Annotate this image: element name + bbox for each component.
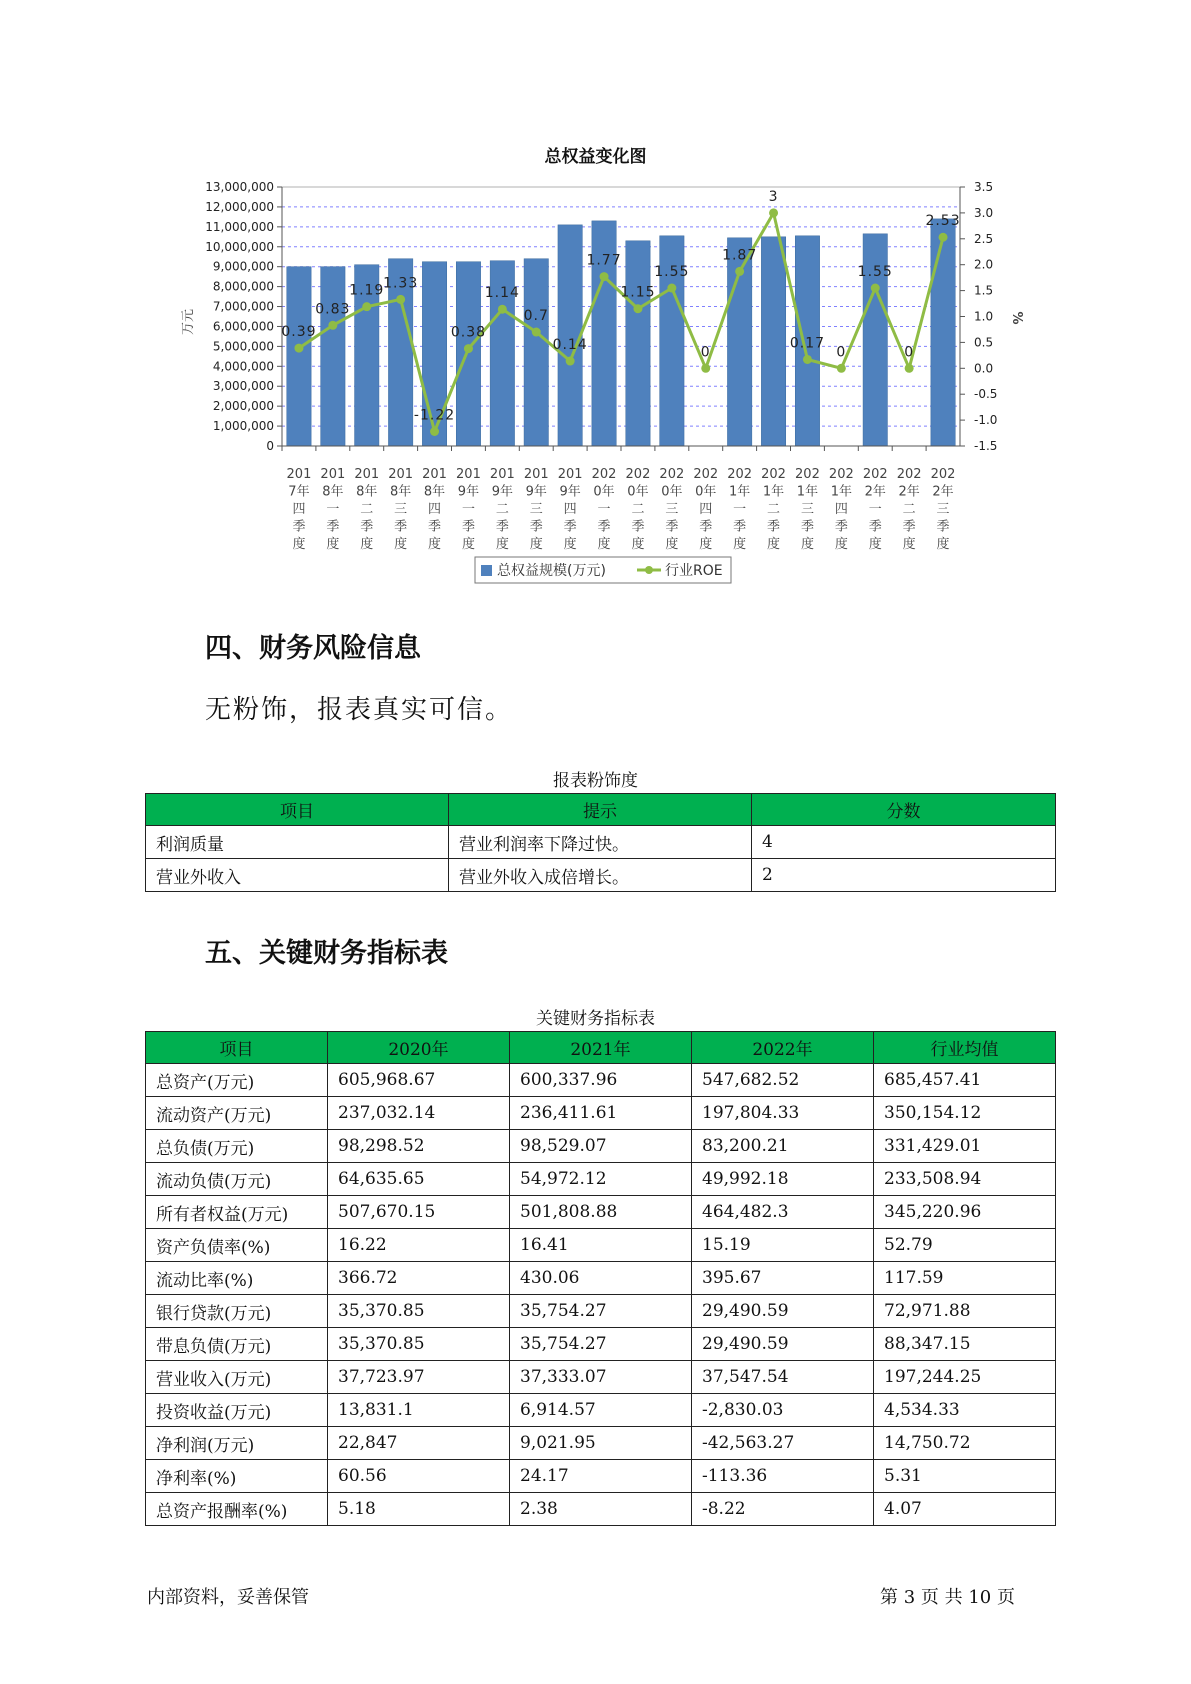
category-label: 8年 [390,484,412,500]
table-row [146,1328,1056,1361]
header-cell: 2020年 [328,1032,510,1064]
category-label: 度 [292,537,306,552]
roe-data-label: 1.55 [857,264,893,281]
header-cell: 分数 [752,794,1056,826]
table-cell: 98,298.52 [328,1130,510,1163]
table-cell: 6,914.57 [510,1394,692,1427]
roe-data-label: 0 [836,344,847,361]
roe-point [464,344,473,353]
table-cell: 37,333.07 [510,1361,692,1394]
left-tick-label: 2,000,000 [212,399,274,414]
category-label: 季 [461,519,475,535]
category-label: 季 [699,519,713,535]
category-label: 201 [286,467,312,482]
roe-data-label: 0.7 [523,308,549,325]
table-cell: 35,370.85 [328,1295,510,1328]
table-row [146,1394,1056,1427]
header-cell: 提示 [449,794,752,826]
table-row [146,1493,1056,1526]
roe-point [803,355,812,364]
table-row [146,1460,1056,1493]
table-cell: 14,750.72 [874,1427,1056,1460]
category-label: 1年 [830,484,852,500]
roe-data-label: 0.39 [281,324,317,341]
table-cell: 流动比率(%) [146,1262,328,1295]
key-financial-table [145,1031,1056,1526]
table-cell: 净利润(万元) [146,1427,328,1460]
table-cell: 366.72 [328,1262,510,1295]
table-row [146,1295,1056,1328]
category-label: 季 [767,519,781,535]
roe-point [396,295,405,304]
category-label: 8年 [423,484,446,500]
table-cell: 16.41 [510,1229,692,1262]
category-label: 度 [394,537,408,552]
category-label: 202 [896,467,922,482]
roe-data-label: 0.14 [552,337,588,354]
category-label: 202 [930,467,956,482]
table-cell: 营业收入(万元) [146,1361,328,1394]
category-label: 度 [495,537,509,552]
table-cell: 2.38 [510,1493,692,1526]
category-label: 度 [902,537,916,552]
table-cell: 22,847 [328,1427,510,1460]
roe-data-label: 2.53 [925,213,961,230]
table2-caption: 关键财务指标表 [536,1009,655,1029]
roe-data-label: 0.83 [315,301,351,318]
right-tick-label: 0.5 [974,335,994,350]
table-cell: 营业利润率下降过快。 [449,826,752,859]
category-label: 季 [292,519,306,535]
category-label: 201 [320,467,346,482]
bar [524,259,548,446]
category-label: 度 [461,537,475,552]
table-row [146,1163,1056,1196]
table-cell: 资产负债率(%) [146,1229,328,1262]
header-cell: 项目 [146,1032,328,1064]
bar [287,267,311,446]
table-cell: 54,972.12 [510,1163,692,1196]
table-cell: 236,411.61 [510,1097,692,1130]
left-tick-label: 0 [266,439,274,453]
category-label: 度 [597,537,611,552]
category-label: 度 [800,537,814,552]
roe-data-label: 1.19 [349,282,385,299]
roe-point [871,284,880,293]
legend-bar-label: 总权益规模(万元) [497,563,606,579]
chart-gridlines [282,187,960,426]
category-label: 度 [834,537,848,552]
category-label: 一 [733,502,747,517]
right-tick-label: -0.5 [974,387,998,402]
table-row [146,1097,1056,1130]
table-cell: 总资产(万元) [146,1064,328,1097]
category-label: 1年 [729,484,751,500]
table-cell: 345,220.96 [874,1196,1056,1229]
roe-data-label: 0 [700,344,711,361]
table-cell: 2 [752,859,1056,892]
legend-line-label: 行业ROE [665,563,723,579]
table-cell: 237,032.14 [328,1097,510,1130]
left-tick-label: 11,000,000 [205,219,274,234]
right-tick-label: 2.0 [974,257,994,272]
roe-data-label: 1.33 [383,275,419,292]
category-label: 季 [631,519,645,535]
category-label: 9年 [525,484,547,500]
roe-point [498,305,507,314]
table-cell: 29,490.59 [692,1295,874,1328]
left-tick-label: 3,000,000 [212,379,274,394]
category-label: 季 [597,519,611,535]
category-label: 三 [394,502,408,517]
category-label: 202 [727,467,753,482]
category-label: 0年 [695,484,717,500]
table-cell: 331,429.01 [874,1130,1056,1163]
category-label: 202 [659,467,685,482]
table-cell: 利润质量 [146,826,449,859]
table-row [146,1427,1056,1460]
table-cell: 197,244.25 [874,1361,1056,1394]
category-label: 一 [868,502,882,517]
roe-point [905,364,914,373]
roe-point [430,427,439,436]
right-tick-label: -1.0 [974,413,998,428]
roe-point [939,233,948,242]
category-label: 度 [936,537,950,552]
y-left-axis-label: 万元 [181,308,196,336]
table-cell: 685,457.41 [874,1064,1056,1097]
table-cell: 4.07 [874,1493,1056,1526]
category-label: 2年 [864,484,886,500]
table-cell: 4,534.33 [874,1394,1056,1427]
table-cell: 银行贷款(万元) [146,1295,328,1328]
table-cell: 13,831.1 [328,1394,510,1427]
table-cell: 547,682.52 [692,1064,874,1097]
table-cell: 带息负债(万元) [146,1328,328,1361]
category-label: 度 [699,537,713,552]
table-cell: 49,992.18 [692,1163,874,1196]
roe-data-label: 1.77 [586,252,622,269]
roe-data-label: 3 [768,188,779,205]
roe-data-label: 0.38 [450,324,487,341]
category-label: 度 [360,537,374,552]
table-cell: 29,490.59 [692,1328,874,1361]
table-cell: 37,547.54 [692,1361,874,1394]
category-label: 度 [529,537,543,552]
bar [321,267,345,446]
category-label: 2年 [898,484,920,500]
category-label: 四 [563,502,577,517]
left-tick-label: 12,000,000 [205,199,274,214]
category-label: 0年 [661,484,683,500]
category-label: 四 [428,502,442,517]
roe-point [633,304,642,313]
roe-point [362,302,371,311]
table-row [146,826,1056,859]
roe-point [701,364,710,373]
right-tick-label: 0.0 [974,361,994,376]
category-label: 8年 [356,484,378,500]
table-row [146,1262,1056,1295]
category-label: 7年 [288,484,310,500]
table-cell: 营业外收入成倍增长。 [449,859,752,892]
category-label: 一 [326,502,340,517]
category-label: 度 [767,537,781,552]
right-tick-label: -1.5 [974,439,998,453]
left-tick-label: 1,000,000 [212,419,274,434]
left-tick-label: 13,000,000 [205,180,274,194]
category-label: 度 [868,537,882,552]
table-cell: 60.56 [328,1460,510,1493]
category-label: 8年 [322,484,344,500]
table-cell: 117.59 [874,1262,1056,1295]
bar [626,241,650,446]
right-tick-label: 3.5 [974,180,994,194]
roe-data-label: 1.87 [722,247,758,264]
category-label: 202 [828,467,854,482]
category-label: 201 [523,467,549,482]
category-label: 201 [354,467,380,482]
table-cell: 98,529.07 [510,1130,692,1163]
table-cell: 15.19 [692,1229,874,1262]
roe-data-label: 1.15 [620,284,656,301]
table-cell: 464,482.3 [692,1196,874,1229]
bar [761,237,785,446]
roe-point [566,357,575,366]
table-cell: 35,754.27 [510,1295,692,1328]
category-label: 季 [936,519,950,535]
roe-data-label: 1.14 [484,285,520,302]
roe-point [667,284,676,293]
roe-point [328,321,337,330]
category-label: 度 [563,537,577,552]
category-label: 一 [461,502,475,517]
category-label: 四 [292,502,306,517]
table1-caption: 报表粉饰度 [553,771,638,791]
roe-data-label: -1.22 [413,407,456,424]
category-label: 四 [834,502,848,517]
footer-confidential: 内部资料，妥善保管 [147,1587,309,1608]
header-cell: 行业均值 [874,1032,1056,1064]
table-row [146,859,1056,892]
category-label: 季 [800,519,814,535]
table-row [146,1229,1056,1262]
category-label: 季 [733,519,747,535]
category-label: 季 [326,519,340,535]
category-label: 1年 [796,484,819,500]
category-label: 季 [428,519,442,535]
table-cell: 5.18 [328,1493,510,1526]
table-cell: 5.31 [874,1460,1056,1493]
category-label: 季 [529,519,543,535]
right-tick-label: 1.0 [974,309,994,324]
table-cell: -8.22 [692,1493,874,1526]
table-cell: 88,347.15 [874,1328,1056,1361]
table-cell: 4 [752,826,1056,859]
category-labels [287,467,956,552]
category-label: 三 [800,502,814,517]
category-label: 0年 [627,484,649,500]
left-tick-label: 7,000,000 [212,299,274,314]
roe-point [837,364,846,373]
roe-point [735,267,744,276]
table-cell: 总资产报酬率(%) [146,1493,328,1526]
category-label: 度 [733,537,747,552]
table-cell: 501,808.88 [510,1196,692,1229]
left-tick-label: 4,000,000 [212,359,274,374]
category-label: 201 [557,467,583,482]
table-cell: 233,508.94 [874,1163,1056,1196]
table-row [146,1130,1056,1163]
roe-point [769,208,778,217]
table-cell: 营业外收入 [146,859,449,892]
section5-heading: 五、关键财务指标表 [205,938,448,969]
roe-point [600,272,609,281]
bar [931,219,955,446]
left-tick-label: 10,000,000 [205,239,274,254]
category-label: 季 [563,519,577,535]
table-cell: 总负债(万元) [146,1130,328,1163]
table-header-row [146,1032,1056,1064]
whitewash-table [145,793,1056,892]
category-label: 度 [428,537,442,552]
category-label: 202 [795,467,820,482]
table-cell: -2,830.03 [692,1394,874,1427]
table-header-row [146,794,1056,826]
category-label: 201 [489,467,515,482]
legend-bar-swatch [481,565,492,576]
category-label: 202 [625,467,651,482]
chart-legend [475,557,731,583]
table-cell: 24.17 [510,1460,692,1493]
category-label: 度 [326,537,340,552]
left-tick-label: 5,000,000 [212,339,274,354]
category-label: 四 [699,502,713,517]
table-cell: 35,754.27 [510,1328,692,1361]
category-label: 季 [868,519,882,535]
roe-point [532,328,541,337]
left-tick-label: 6,000,000 [212,319,274,334]
category-label: 季 [902,519,916,535]
category-label: 9年 [559,484,581,500]
category-label: 二 [767,502,781,517]
bar [456,262,480,446]
category-label: 季 [495,519,509,535]
table-cell: 430.06 [510,1262,692,1295]
chart-title: 总权益变化图 [544,147,647,167]
table-cell: 600,337.96 [510,1064,692,1097]
right-tick-label: 1.5 [974,283,994,298]
roe-point [294,344,303,353]
category-label: 201 [422,467,447,482]
category-label: 三 [529,502,543,517]
left-tick-label: 9,000,000 [212,259,274,274]
left-tick-label: 8,000,000 [212,279,274,294]
category-label: 1年 [762,484,785,500]
category-label: 二 [902,502,916,517]
roe-data-label: 0 [904,344,915,361]
table-cell: 52.79 [874,1229,1056,1262]
category-label: 季 [394,519,408,535]
category-label: 9年 [457,484,480,500]
category-label: 二 [495,502,509,517]
category-label: 度 [665,537,679,552]
category-label: 一 [597,502,611,517]
header-cell: 2022年 [692,1032,874,1064]
table-cell: 72,971.88 [874,1295,1056,1328]
table-cell: 9,021.95 [510,1427,692,1460]
table-cell: -42,563.27 [692,1427,874,1460]
table-cell: 395.67 [692,1262,874,1295]
category-label: 202 [761,467,786,482]
category-label: 2年 [932,484,954,500]
right-tick-label: 3.0 [974,205,994,220]
y-right-axis-label: % [1009,311,1024,325]
table-cell: 83,200.21 [692,1130,874,1163]
table-cell: 35,370.85 [328,1328,510,1361]
table-cell: 所有者权益(万元) [146,1196,328,1229]
plot-area [282,187,960,446]
category-label: 201 [456,467,481,482]
roe-data-label: 0.17 [789,335,826,352]
equity-chart [0,0,1191,610]
table-cell: 净利率(%) [146,1460,328,1493]
category-label: 202 [591,467,617,482]
legend-line-marker [645,566,653,574]
section4-body: 无粉饰，报表真实可信。 [205,695,514,725]
table-cell: 37,723.97 [328,1361,510,1394]
table-cell: 350,154.12 [874,1097,1056,1130]
table-cell: 507,670.15 [328,1196,510,1229]
table-row [146,1361,1056,1394]
category-label: 季 [360,519,374,535]
category-label: 二 [631,502,645,517]
category-label: 9年 [491,484,513,500]
category-label: 202 [693,467,719,482]
table-cell: 投资收益(万元) [146,1394,328,1427]
section4-heading: 四、财务风险信息 [205,633,421,664]
category-label: 202 [862,467,888,482]
category-label: 201 [388,467,414,482]
footer-page-number: 第 3 页 共 10 页 [880,1587,1015,1608]
table-cell: 64,635.65 [328,1163,510,1196]
category-label: 季 [665,519,679,535]
table-cell: 605,968.67 [328,1064,510,1097]
table-cell: -113.36 [692,1460,874,1493]
table-cell: 流动负债(万元) [146,1163,328,1196]
header-cell: 2021年 [510,1032,692,1064]
category-label: 季 [834,519,848,535]
table-cell: 197,804.33 [692,1097,874,1130]
table-cell: 16.22 [328,1229,510,1262]
category-label: 0年 [593,484,615,500]
category-label: 二 [360,502,374,517]
table-cell: 流动资产(万元) [146,1097,328,1130]
bar [558,225,582,446]
roe-data-label: 1.55 [654,264,690,281]
category-label: 三 [665,502,679,517]
right-tick-label: 2.5 [974,231,994,246]
table-row [146,1064,1056,1097]
header-cell: 项目 [146,794,449,826]
category-label: 三 [936,502,950,517]
table-row [146,1196,1056,1229]
category-label: 度 [631,537,645,552]
